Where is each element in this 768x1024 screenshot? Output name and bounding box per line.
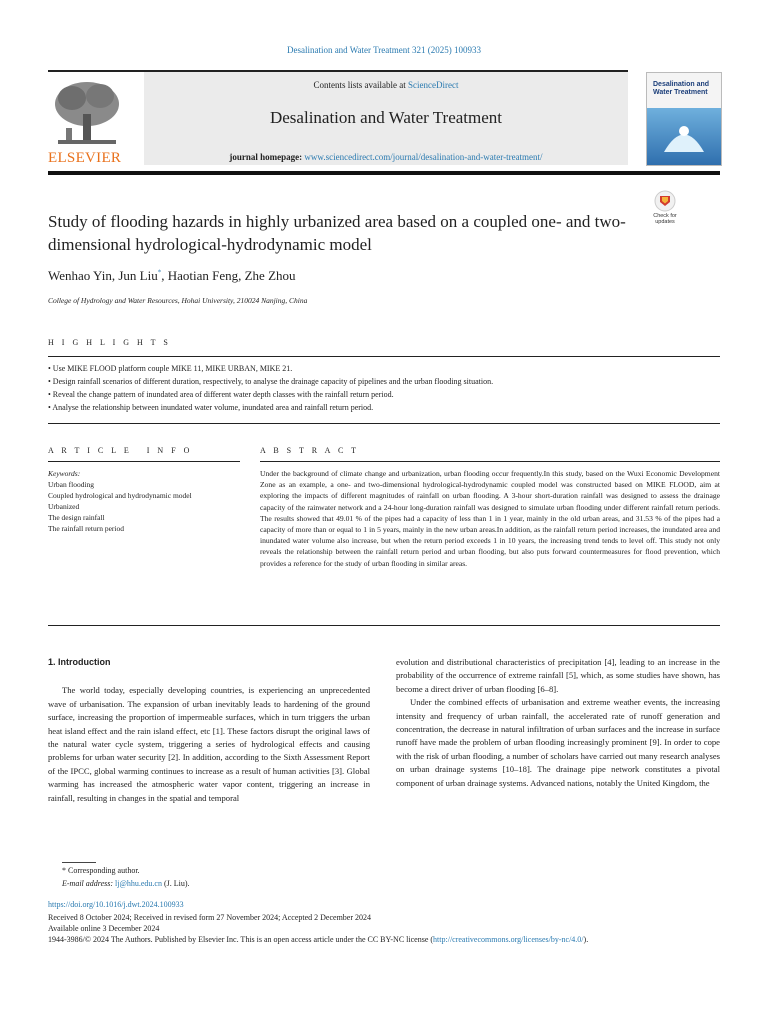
article-info-heading: A R T I C L E I N F O	[48, 446, 193, 455]
license-link[interactable]: http://creativecommons.org/licenses/by-nc/4.0/	[433, 935, 584, 944]
homepage-line	[144, 152, 628, 162]
paragraph: The world today, especially developing countries, is experiencing an unprecedented wave of urbanisation. The expansion of urban inevitably leads to hardening of the ground surface, increasing the proportion of impermeable surfaces, which in turn triggers the urban heat island effect and the rain island effect, etc [1]. These factors disrupt the original laws of the natural water cycle system, triggering a series of hydrological effects and causing problems for urban water security [2]. In addition, according to the Sixth Assessment Report of the IPCC, global warming continues to increase as a result of human activities [3]. Global warming has increased the atmospheric water vapor content, triggering an increase in rainfall, resulting in changes in the spatial and temporal	[48, 685, 370, 803]
journal-cover-image[interactable]	[646, 72, 722, 166]
license-note	[48, 934, 720, 945]
article-title: Study of flooding hazards in highly urbanized area based on a coupled one- and two-dimensional hydrological-hydrodynamic model	[48, 212, 626, 254]
keyword: Urban flooding	[48, 480, 95, 489]
highlight-item: • Design rainfall scenarios of different duration, respectively, to analyse the drainage capacity of pipelines and the urban flooding situation.	[48, 377, 494, 386]
section-title: 1. Introduction	[48, 657, 111, 667]
keyword: The rainfall return period	[48, 524, 125, 533]
check-updates-label: Check for updates	[653, 213, 677, 225]
corresponding-note: * Corresponding author.	[62, 866, 140, 875]
highlight-item: • Analyse the relationship between inundated water volume, inundated area and rainfall return period.	[48, 403, 374, 412]
body-column-left	[48, 656, 370, 805]
contents-line	[144, 80, 628, 90]
highlights-list	[48, 362, 720, 414]
license-prefix: 1944-3986/© 2024 The Authors. Published by Elsevier Inc. This is an open access article under the CC BY-NC license (	[48, 935, 434, 944]
highlight-item: • Reveal the change pattern of inundated area of different water depth classes with the rainfall return period.	[48, 390, 394, 399]
homepage-label: journal homepage:	[229, 152, 305, 162]
journal-title: Desalination and Water Treatment	[269, 108, 502, 127]
water-splash-icon	[659, 117, 709, 157]
available-online: Available online 3 December 2024	[48, 924, 160, 933]
sciencedirect-link[interactable]: ScienceDirect	[408, 80, 459, 90]
email-link[interactable]: lj@hhu.edu.cn	[115, 879, 162, 888]
header-bottom-rule	[48, 171, 720, 175]
doi-link[interactable]: https://doi.org/10.1016/j.dwt.2024.100933	[48, 900, 184, 909]
contents-prefix: Contents lists available at	[313, 80, 408, 90]
highlight-item: • Use MIKE FLOOD platform couple MIKE 11, MIKE URBAN, MIKE 21.	[48, 364, 293, 373]
rule	[48, 625, 720, 626]
keyword: The design rainfall	[48, 513, 105, 522]
rule	[260, 461, 720, 462]
check-updates-icon	[654, 190, 676, 212]
abstract-text: Under the background of climate change and urbanization, urban flooding occur frequently.In this study, based on the Wuxi Economic Development Zone as an example, a one- and two-dimensional hydrological-hydrodynamic coupled model was constructed based on MIKE FLOOD, aim at exploring the impacts of different magnitudes of rainfall on urban flooding. A 3-hour short-duration rainfall was designed to assess the drainage capacity of the rainwater network and a 24-hour long-duration rainfall was designed to simulate urban flooding under different rainfall return periods. The results showed that 49.01 % of the pipes had a capacity of less than 1 in 1 year, mainly in the old urban areas, and 31.53 % of the pipes had a capacity of more than or equal to 1 in 5 years, mainly in the new urban areas.In addition, as the rainfall return period increases, the inundated area and inundated water volume also increase, but when the return period exceeds 1 in 10 years, the increasing trend tends to level off. This study not only reveals the relationship between the rainfall return period and urban flooding, but also puts forward countermeasures for flood prevention, which provides a reference for the study of urban flooding in similar areas.	[260, 469, 720, 568]
rule	[48, 356, 720, 357]
license-suffix: ).	[583, 935, 589, 944]
homepage-link[interactable]: www.sciencedirect.com/journal/desalination-and-water-treatment/	[304, 152, 543, 162]
author[interactable]: Haotian Feng	[167, 268, 239, 283]
rule	[48, 461, 240, 462]
paragraph: evolution and distributional characteristics of precipitation [4], leading to an increase in the probability of the occurrence of extreme rainfall [5], which, as some studies have shown, has become a direct driver of urban flooding [6–8].	[396, 657, 720, 694]
corresponding-asterisk[interactable]: *	[157, 268, 162, 277]
keyword: Coupled hydrological and hydrodynamic model	[48, 491, 192, 500]
author[interactable]: Wenhao Yin	[48, 268, 112, 283]
affiliation: College of Hydrology and Water Resources, Hohai University, 210024 Nanjing, China	[48, 296, 308, 305]
author-list: Wenhao Yin, Jun Liu*, Haotian Feng, Zhe Zhou	[48, 268, 296, 283]
footnote-rule	[62, 862, 96, 863]
keyword: Urbanized	[48, 502, 80, 511]
body-column-right	[396, 656, 720, 790]
email-label: E-mail address:	[62, 879, 116, 888]
author[interactable]: Jun Liu	[118, 268, 158, 283]
author[interactable]: Zhe Zhou	[244, 268, 296, 283]
rule	[48, 423, 720, 424]
paragraph: Under the combined effects of urbanisation and extreme weather events, the increasing intensity and frequency of urban rainfall, the accelerated rate of runoff generation and concentration, the decrease in natural infiltration of urban surfaces and the increase in surface runoff have made the problem of urban flooding increasingly prominent [9]. In order to cope with the risk of urban flooding, a number of scholars have carried out many research analyses on urban drainage systems [10–18]. The drainage pipe network constitutes a pivotal component of urban drainage systems. Advanced nations, notably the United Kingdom, the	[396, 697, 720, 788]
keywords-block	[48, 468, 240, 534]
email-note	[62, 879, 190, 888]
received-dates: Received 8 October 2024; Received in revised form 27 November 2024; Accepted 2 December 2024	[48, 913, 372, 922]
running-head[interactable]: Desalination and Water Treatment 321 (2025) 100933	[286, 45, 482, 55]
keywords-label: Keywords:	[48, 469, 81, 478]
email-suffix: (J. Liu).	[161, 879, 190, 888]
highlights-heading: H I G H L I G H T S	[48, 338, 171, 347]
abstract-heading: A B S T R A C T	[260, 446, 360, 455]
elsevier-wordmark: ELSEVIER	[48, 150, 122, 166]
cover-title: Desalination and Water Treatment	[653, 81, 710, 96]
